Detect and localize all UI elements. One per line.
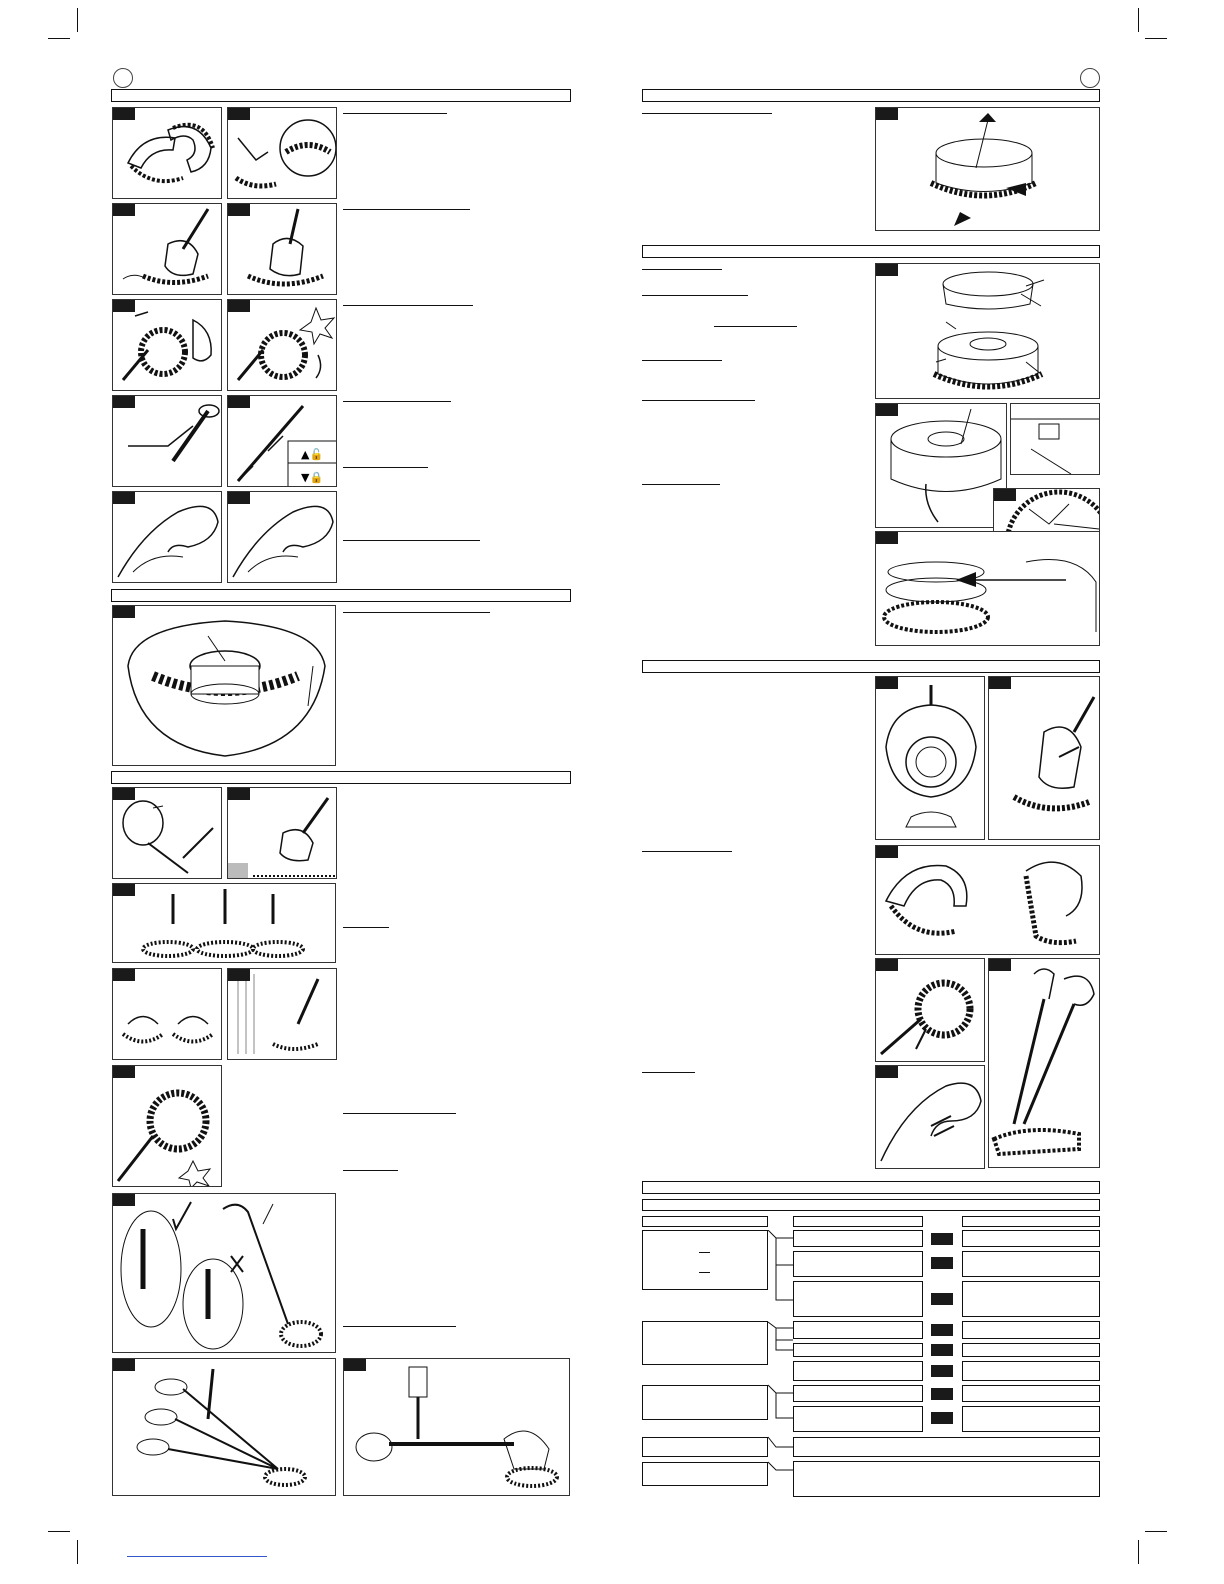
figure-number-tag <box>113 492 135 504</box>
figure-number-tag <box>228 300 250 312</box>
section-header-bar-operation <box>111 771 571 784</box>
crop-mark-top-right-v <box>1138 8 1139 32</box>
figure-number-tag <box>113 1066 135 1078</box>
fig-30-head-side <box>875 958 985 1062</box>
solution-box-8 <box>962 1406 1100 1432</box>
figure-ref-tag <box>931 1365 953 1377</box>
table-col-header-cause <box>793 1216 923 1227</box>
handle-release-illustration <box>876 1066 985 1169</box>
text-heading-line <box>343 1326 456 1327</box>
fig-1-guard-halves <box>112 107 222 199</box>
figure-ref-tag <box>931 1257 953 1269</box>
section-header-bar-spool <box>642 89 1100 102</box>
crop-mark-bottom-right-v <box>1138 1540 1139 1564</box>
cause-box-7 <box>793 1385 923 1402</box>
crop-mark-bottom-right-h <box>1145 1531 1167 1532</box>
troubleshooting-subheader <box>642 1199 1100 1211</box>
figure-number-tag <box>876 404 898 416</box>
problem-text-line <box>699 1252 710 1253</box>
text-heading-line <box>642 360 722 361</box>
figure-number-tag <box>876 108 898 120</box>
solution-box-2 <box>962 1251 1100 1277</box>
text-heading-line <box>343 927 389 928</box>
motor-vents-illustration <box>989 677 1100 840</box>
solution-box-1 <box>962 1230 1100 1247</box>
figure-number-tag <box>228 108 250 120</box>
trimmer-full-illustration <box>344 1359 570 1496</box>
spool-line-insert-illustration <box>876 532 1100 646</box>
fig-26-spool-line-insert <box>875 531 1100 646</box>
text-heading-line <box>343 113 447 114</box>
fig-14-head-angles <box>112 883 336 963</box>
text-heading-line <box>343 305 473 306</box>
handle-grip-locked-illustration <box>228 492 337 583</box>
edge-guide-illustration <box>113 1194 336 1353</box>
handle-adjust-illustration <box>113 396 222 487</box>
figure-number-tag <box>228 492 250 504</box>
figure-number-tag <box>989 677 1011 689</box>
guard-bump-illustration <box>113 1066 222 1187</box>
text-heading-line <box>642 851 732 852</box>
guard-front-illustration <box>876 677 985 840</box>
text-heading-line <box>343 612 490 613</box>
fig-19-adjust-positions <box>112 1358 336 1496</box>
spool-line-hole-illustration <box>876 404 1007 528</box>
figure-number-tag <box>228 204 250 216</box>
solution-box-3 <box>962 1281 1100 1317</box>
figure-number-tag <box>113 300 135 312</box>
guard-halves-illustration <box>113 108 222 199</box>
figure-number-tag <box>876 677 898 689</box>
fig-22-spool-parts <box>875 263 1100 399</box>
problem-text-line <box>699 1272 710 1273</box>
figure-number-tag <box>113 108 135 120</box>
fig-21-spool-cover <box>875 107 1100 231</box>
fig-4-trimmer-head-fit <box>227 203 337 295</box>
figure-number-tag <box>113 1359 135 1371</box>
fig-6-guard-click <box>227 299 337 391</box>
guard-remove-illustration <box>113 300 222 391</box>
crop-mark-bottom-left-h <box>48 1531 70 1532</box>
figure-number-tag <box>344 1359 366 1371</box>
fig-13-cutting-grass <box>227 787 337 879</box>
head-angles-illustration <box>113 884 336 963</box>
shaft-lock-illustration <box>228 396 337 487</box>
fig-9-handle-grip <box>112 491 222 583</box>
fig-5-guard-remove <box>112 299 222 391</box>
figure-number-tag <box>876 959 898 971</box>
figure-ref-tag <box>931 1293 953 1305</box>
section-header-bar-maintenance <box>642 660 1100 673</box>
figure-number-tag <box>113 788 135 800</box>
guard-click-illustration <box>228 300 337 391</box>
text-heading-line <box>343 401 451 402</box>
cause-box-3 <box>793 1281 923 1317</box>
fig-3-trimmer-head-release <box>112 203 222 295</box>
cause-box-1 <box>793 1230 923 1247</box>
fig-28-motor-vents <box>988 676 1100 840</box>
figure-number-tag <box>876 846 898 858</box>
figure-ref-tag <box>931 1412 953 1424</box>
figure-ref-tag <box>931 1344 953 1356</box>
fig-2-guard-attach <box>227 107 337 199</box>
crop-mark-top-right-h <box>1145 38 1167 39</box>
crop-mark-bottom-left-v <box>77 1540 78 1564</box>
table-connector-lines <box>766 1230 796 1500</box>
fig-17-guard-bump <box>112 1065 222 1187</box>
fig-12-switch <box>112 787 222 879</box>
fig-31-storage <box>988 958 1100 1168</box>
table-col-header-solution <box>962 1216 1100 1227</box>
figure-number-tag <box>113 969 135 981</box>
cause-box-wide-2 <box>793 1461 1100 1497</box>
fig-23-spool-line-hole <box>875 403 1007 528</box>
cause-box-2 <box>793 1251 923 1277</box>
section-header-bar-troubleshooting <box>642 1181 1100 1194</box>
section-header-bar-line-replace <box>642 245 1100 258</box>
text-heading-line <box>343 1170 398 1171</box>
figure-number-tag <box>113 396 135 408</box>
text-heading-line <box>714 326 797 327</box>
section-header-bar-assembly <box>111 89 571 102</box>
solution-box-4 <box>962 1321 1100 1339</box>
registration-circle-left <box>113 68 133 88</box>
figure-number-tag <box>228 788 250 800</box>
text-heading-line <box>642 295 748 296</box>
fig-20-trimmer-full <box>343 1358 570 1496</box>
figure-number-tag <box>113 1194 135 1206</box>
guard-clean-illustration <box>876 846 1100 955</box>
spool-parts-illustration <box>876 264 1100 399</box>
solution-box-6 <box>962 1361 1100 1381</box>
figure-number-tag <box>876 532 898 544</box>
solution-box-5 <box>962 1343 1100 1357</box>
head-side-illustration <box>876 959 985 1062</box>
problem-box-3 <box>642 1385 768 1420</box>
fig-7-handle-adjust <box>112 395 222 487</box>
guard-attach-illustration <box>228 108 337 199</box>
solution-box-7 <box>962 1385 1100 1402</box>
trimmer-head-illustration <box>113 204 222 295</box>
cause-box-4 <box>793 1321 923 1339</box>
edge-wall-illustration <box>228 969 337 1060</box>
head-overview-illustration <box>113 606 336 766</box>
fig-16-edge-wall <box>227 968 337 1060</box>
figure-ref-tag <box>931 1324 953 1336</box>
figure-number-tag <box>113 884 135 896</box>
handle-grip-illustration <box>113 492 222 583</box>
fig-8-shaft-lock <box>227 395 337 487</box>
fig-27-guard-front <box>875 676 985 840</box>
text-heading-line <box>343 467 428 468</box>
figure-number-tag <box>228 396 250 408</box>
fig-29-guard-clean <box>875 845 1100 955</box>
problem-box-2 <box>642 1321 768 1365</box>
figure-ref-tag <box>931 1233 953 1245</box>
text-heading-line <box>642 1072 695 1073</box>
text-heading-line <box>642 484 720 485</box>
section-header-bar-head <box>111 589 571 602</box>
svg-text:▲🔓: ▲🔓 <box>301 448 324 461</box>
figure-number-tag <box>113 606 135 618</box>
problem-box-5 <box>642 1462 768 1486</box>
figure-number-tag <box>876 264 898 276</box>
figure-number-tag <box>113 204 135 216</box>
fig-15-edge-trim <box>112 968 222 1060</box>
text-heading-line <box>642 400 755 401</box>
fig-18-edge-guide <box>112 1193 336 1353</box>
switch-illustration <box>113 788 222 879</box>
storage-illustration <box>989 959 1100 1168</box>
svg-text:▼🔒: ▼🔒 <box>301 471 324 484</box>
registration-circle-right <box>1080 68 1100 88</box>
figure-number-tag <box>876 1066 898 1078</box>
spool-detail-illustration <box>1011 404 1100 475</box>
fig-10-handle-grip-locked <box>227 491 337 583</box>
footer-link[interactable] <box>127 1556 267 1557</box>
fig-11-head-overview <box>112 605 336 766</box>
table-col-header-problem <box>642 1216 768 1227</box>
fig-32-handle-release <box>875 1065 985 1169</box>
figure-number-tag <box>228 969 250 981</box>
text-heading-line <box>343 209 470 210</box>
cause-box-6 <box>793 1361 923 1381</box>
figure-number-tag <box>989 959 1011 971</box>
cause-box-8 <box>793 1406 923 1432</box>
spool-cover-illustration <box>876 108 1100 231</box>
problem-box-1 <box>642 1230 768 1290</box>
edge-trim-illustration <box>113 969 222 1060</box>
text-heading-line <box>642 269 722 270</box>
text-heading-line <box>642 113 772 114</box>
crop-mark-top-left-h <box>48 38 70 39</box>
text-heading-line <box>343 1113 456 1114</box>
text-heading-line <box>343 540 480 541</box>
figure-ref-tag <box>931 1388 953 1400</box>
adjust-positions-illustration <box>113 1359 336 1496</box>
trimmer-head-fit-illustration <box>228 204 337 295</box>
fig-24-spool-detail <box>1010 403 1100 475</box>
crop-mark-top-left-v <box>77 8 78 32</box>
cause-box-wide-1 <box>793 1437 1100 1457</box>
problem-box-4 <box>642 1437 768 1457</box>
figure-number-tag <box>994 489 1016 501</box>
cause-box-5 <box>793 1343 923 1357</box>
cutting-grass-illustration <box>228 788 337 879</box>
